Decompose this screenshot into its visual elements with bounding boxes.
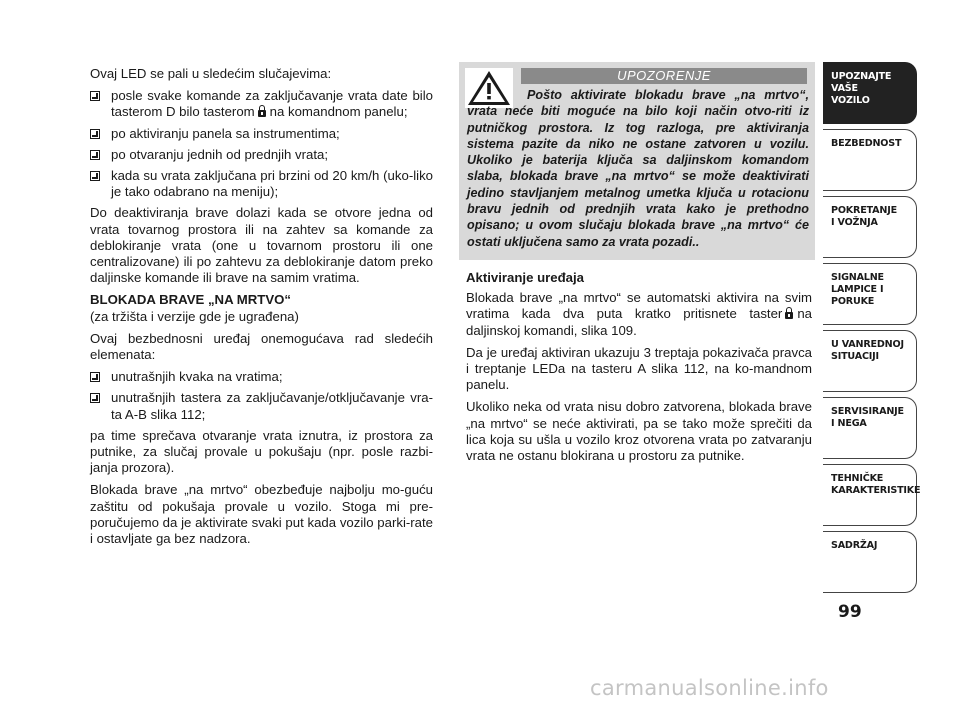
checkbox-bullet-icon bbox=[90, 372, 100, 382]
list-item bbox=[90, 390, 433, 422]
tab-sadrzaj[interactable]: SADRŽAJ bbox=[823, 531, 917, 593]
tab-servisiranje-i-nega[interactable]: SERVISIRANJE I NEGA bbox=[823, 397, 917, 459]
watermark: carmanualsonline.info bbox=[590, 676, 829, 700]
tab-bezbednost[interactable]: BEZBEDNOST bbox=[823, 129, 917, 191]
checkbox-bullet-icon bbox=[90, 393, 100, 403]
lock-icon bbox=[785, 312, 793, 319]
list-item-text: posle svake komande za zaključavanje vrata date bilo tasterom D bilo tasterom bbox=[111, 88, 433, 120]
list-item bbox=[90, 369, 433, 385]
tab-tehnicke-karakteristike[interactable]: TEHNIČKE KARAKTERISTIKE bbox=[823, 464, 917, 526]
list-item-text: na komandnom panelu; bbox=[269, 104, 408, 120]
warning-text: Pošto aktivirate blokadu brave „na mrtvo“, vrata neće biti moguće na bilo koji način otvo-riti iz putničkog prostora. Iz tog razloga, pre aktiviranja sistema pazite da niko ne ostane zatvoren u vozilu. Ukoliko je baterija ključa sa daljinskom komandom slaba, blokada brave „na mrtvo“ se može deaktivirati jedino stavljanjem metalnog umetka ključa u rotacionu bravu jednih od prednjih vrata kako je prethodno opisano; u ovom slučaju blokada brave „na mrtvo“ će ostati uključena samo za vrata pozadi.. bbox=[467, 88, 809, 249]
activation-text: Blokada brave „na mrtvo“ se automatski aktivira na svim vratima kada dva puta kratko pritisnete taster bbox=[466, 290, 812, 322]
deadlock-subheading: (za tržišta i verzije gde je ugrađena) bbox=[90, 308, 299, 324]
list-item-text: unutrašnjih kvaka na vratima; bbox=[111, 369, 283, 385]
list-item-text: po aktiviranju panela sa instrumentima; bbox=[111, 125, 340, 141]
deadlock-heading: BLOKADA BRAVE „NA MRTVO“ bbox=[90, 292, 291, 308]
checkbox-bullet-icon bbox=[90, 91, 100, 101]
tab-upoznajte-vase-vozilo[interactable]: UPOZNAJTE VAŠE VOZILO bbox=[823, 62, 917, 124]
tab-signalne-lampice[interactable]: SIGNALNE LAMPICE I PORUKE bbox=[823, 263, 917, 325]
activation-heading: Aktiviranje uređaja bbox=[466, 270, 585, 285]
checkbox-bullet-icon bbox=[90, 171, 100, 181]
not-closed-paragraph: Ukoliko neka od vrata nisu dobro zatvorena, blokada brave „na mrtvo“ se neće aktivirati, pa se tako može sprečiti da lica koja su ušla u vozilo kroz otvorena vrata po zatvaranju vrata ne ostanu blokirana u prostoru za putnike. bbox=[466, 399, 812, 464]
page-number: 99 bbox=[838, 602, 862, 622]
list-item bbox=[90, 88, 433, 120]
right-column bbox=[466, 270, 812, 470]
tab-pokretanje-i-voznja[interactable]: POKRETANJE I VOŽNJA bbox=[823, 196, 917, 258]
protection-paragraph: Blokada brave „na mrtvo“ obezbeđuje najbolju mo-guću zaštitu od pokušaja provale u vozilo. Stoga mi pre-poručujemo da je aktivirate svaki put kada vozilo parki-rate i ostavljate ga bez nadzora. bbox=[90, 482, 433, 547]
checkbox-bullet-icon bbox=[90, 150, 100, 160]
lock-icon bbox=[258, 110, 266, 117]
warning-title: UPOZORENJE bbox=[521, 68, 807, 84]
device-paragraph: Ovaj bezbednosni uređaj onemogućava rad sledećih elemenata: bbox=[90, 330, 433, 363]
left-column bbox=[90, 66, 433, 553]
deactivation-paragraph: Do deaktiviranja brave dolazi kada se otvore jedna od vrata tovarnog prostora ili na zahtev sa komande za deblokiranje vrata (one u tovarnom prostoru ili one centralizovane) ili po zahtevu za deblokiranje datom preko daljinske komande ili brave na samim vratima. bbox=[90, 205, 433, 286]
list-item-text: unutrašnjih tastera za zaključavanje/otključavanje vra-ta A-B slika 112; bbox=[111, 390, 433, 422]
list-item-text: po otvaranju jednih od prednjih vrata; bbox=[111, 146, 329, 162]
checkbox-bullet-icon bbox=[90, 129, 100, 139]
prevent-paragraph: pa time sprečava otvaranje vrata iznutra, iz prostora za putnike, za slučaj provale u pokušaju (npr. posle razbi-janja prozora). bbox=[90, 427, 433, 476]
list-item-text: kada su vrata zaključana pri brzini od 20 km/h (uko-liko je tako odabrano na meniju); bbox=[111, 168, 433, 200]
activation-text: na daljinskoj komandi, slika 109. bbox=[466, 306, 812, 338]
list-item bbox=[90, 126, 433, 142]
signal-paragraph: Da je uređaj aktiviran ukazuju 3 treptaja pokazivača pravca i treptanje LEDa na tasteru A slika 112, na ko-mandnom panelu. bbox=[466, 344, 812, 393]
activation-paragraph bbox=[466, 290, 812, 339]
led-intro: Ovaj LED se pali u sledećim slučajevima: bbox=[90, 66, 332, 81]
warning-box bbox=[459, 62, 815, 260]
list-item bbox=[90, 168, 433, 200]
tab-u-vanrednoj-situaciji[interactable]: U VANREDNOJ SITUACIJI bbox=[823, 330, 917, 392]
list-item bbox=[90, 147, 433, 163]
